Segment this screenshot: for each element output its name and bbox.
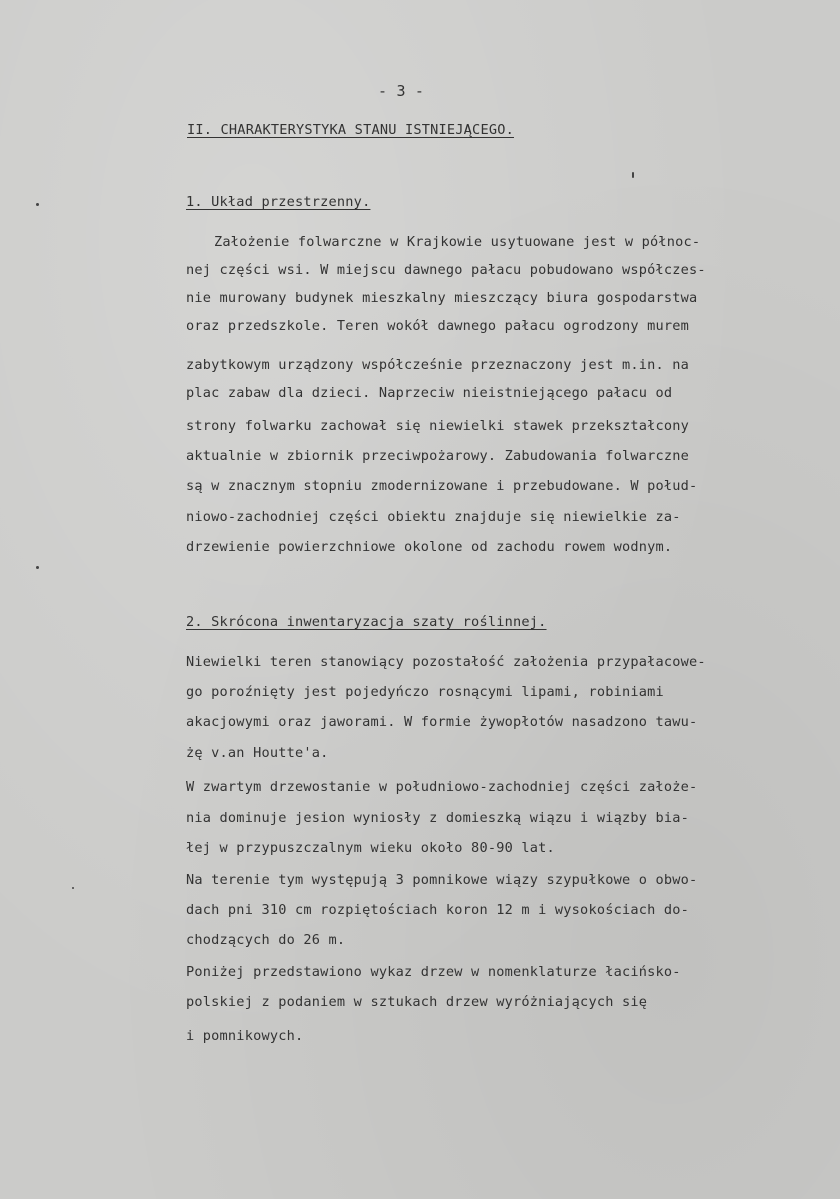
body-line: Na terenie tym występują 3 pomnikowe wiązy szypułkowe o obwo- (186, 872, 698, 888)
body-line: Niewielki teren stanowiący pozostałość założenia przypałacowe- (186, 654, 706, 670)
body-line: Założenie folwarczne w Krajkowie usytuowane jest w północ- (214, 234, 701, 250)
scan-speck (72, 887, 74, 889)
body-line: strony folwarku zachował się niewielki stawek przekształcony (186, 418, 690, 434)
section-1-heading: 1. Układ przestrzenny. (186, 194, 371, 210)
body-line: są w znacznym stopniu zmodernizowane i przebudowane. W połud- (186, 478, 698, 494)
body-line: nie murowany budynek mieszkalny mieszczący biura gospodarstwa (186, 290, 698, 306)
body-line: polskiej z podaniem w sztukach drzew wyróżniających się (186, 994, 648, 1010)
chapter-title: II. CHARAKTERYSTYKA STANU ISTNIEJĄCEGO. (187, 122, 514, 138)
scan-speck (632, 172, 634, 178)
body-line: dach pni 310 cm rozpiętościach koron 12 m i wysokościach do- (186, 902, 690, 918)
body-line: nia dominuje jesion wyniosły z domieszką wiązu i wiązby bia- (186, 810, 690, 826)
body-line: oraz przedszkole. Teren wokół dawnego pałacu ogrodzony murem (186, 318, 690, 334)
body-line: zabytkowym urządzony współcześnie przeznaczony jest m.in. na (186, 357, 690, 373)
body-line: akacjowymi oraz jaworami. W formie żywopłotów nasadzono tawu- (186, 714, 698, 730)
body-line: aktualnie w zbiornik przeciwpożarowy. Zabudowania folwarczne (186, 448, 690, 464)
scan-speck (36, 566, 39, 569)
body-line: chodzących do 26 m. (186, 932, 346, 948)
scan-speck (36, 203, 39, 206)
body-line: drzewienie powierzchniowe okolone od zachodu rowem wodnym. (186, 539, 673, 555)
body-line: żę v.an Houtte'a. (186, 745, 329, 761)
body-line: i pomnikowych. (186, 1028, 304, 1044)
body-line: plac zabaw dla dzieci. Naprzeciw nieistniejącego pałacu od (186, 385, 673, 401)
body-line: Poniżej przedstawiono wykaz drzew w nomenklaturze łacińsko- (186, 964, 681, 980)
page-number: - 3 - (378, 82, 425, 100)
body-line: W zwartym drzewostanie w południowo-zachodniej części założe- (186, 779, 698, 795)
body-line: go poroźnięty jest pojedyńczo rosnącymi lipami, robiniami (186, 684, 664, 700)
section-2-heading: 2. Skrócona inwentaryzacja szaty roślinnej. (186, 614, 547, 630)
body-line: łej w przypuszczalnym wieku około 80-90 lat. (186, 840, 555, 856)
body-line: nej części wsi. W miejscu dawnego pałacu pobudowano współczes- (186, 262, 706, 278)
body-line: niowo-zachodniej części obiektu znajduje się niewielkie za- (186, 509, 681, 525)
